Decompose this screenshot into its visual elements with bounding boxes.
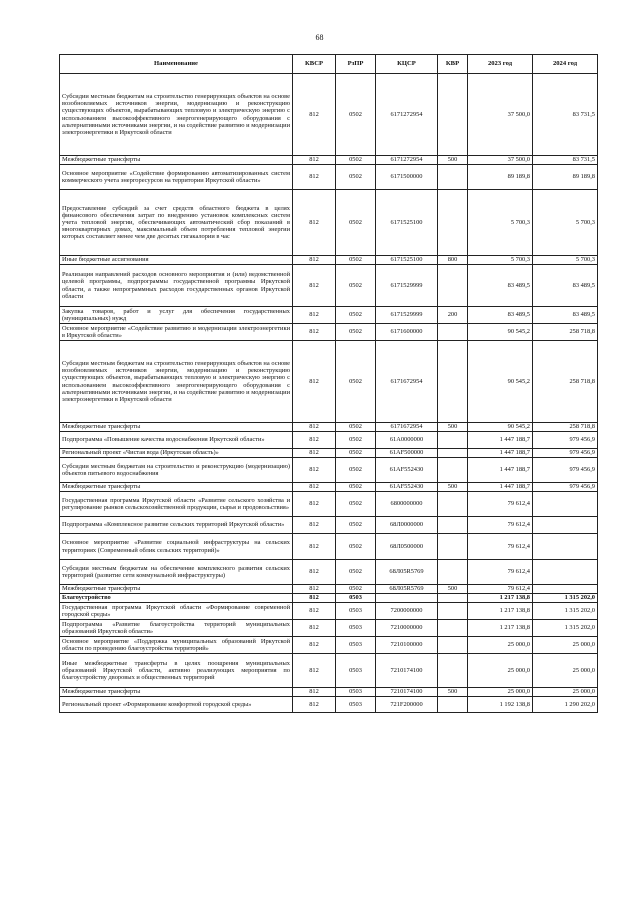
row-kcsr: 6171272954: [376, 74, 438, 156]
row-kvr: [438, 190, 468, 256]
header-kvr: КВР: [438, 55, 468, 74]
row-name: Межбюджетные трансферты: [60, 483, 293, 492]
row-kvr: [438, 432, 468, 449]
row-kvsr: 812: [293, 307, 336, 324]
row-kcsr: 68Л0500000: [376, 534, 438, 560]
row-kvr: [438, 603, 468, 620]
row-kcsr: 6800000000: [376, 492, 438, 517]
row-kvr: [438, 697, 468, 713]
row-2023: 79 612,4: [468, 517, 533, 534]
table-row: [60, 324, 598, 341]
row-2024: [533, 492, 598, 517]
row-rzpr: 0502: [336, 483, 376, 492]
row-rzpr: 0502: [336, 165, 376, 190]
row-2023: 1 447 188,7: [468, 483, 533, 492]
row-kvr: [438, 458, 468, 483]
row-rzpr: 0502: [336, 458, 376, 483]
row-kvr: [438, 324, 468, 341]
row-2023: 1 217 138,8: [468, 603, 533, 620]
row-kvsr: 812: [293, 432, 336, 449]
row-rzpr: 0502: [336, 74, 376, 156]
row-2023: 25 000,0: [468, 654, 533, 688]
row-rzpr: 0503: [336, 688, 376, 697]
row-2023: 25 000,0: [468, 637, 533, 654]
row-kvr: 800: [438, 256, 468, 265]
row-name: Субсидии местным бюджетам на строительство генерирующих объектов на основе возобновляемых источников энергии, модернизацию и реконструкцию существующих объектов, вырабатывающих тепловую и электрическую энергию с использованием высокоэффективного энергогенерирующего оборудования с альтернативными источниками энергии, и на содействие развитию и модернизации электроэнергетики в Иркутской области: [60, 341, 293, 423]
table-row: [60, 654, 598, 688]
row-2024: 1 315 202,0: [533, 594, 598, 603]
row-kcsr: 6171672954: [376, 423, 438, 432]
row-kvsr: 812: [293, 492, 336, 517]
row-rzpr: 0502: [336, 449, 376, 458]
row-2024: 979 456,9: [533, 458, 598, 483]
row-2024: 5 700,3: [533, 256, 598, 265]
row-kvr: [438, 449, 468, 458]
row-kcsr: 6171525100: [376, 190, 438, 256]
table-row: [60, 697, 598, 713]
row-rzpr: 0502: [336, 341, 376, 423]
row-name: Межбюджетные трансферты: [60, 585, 293, 594]
row-name: Подпрограмма «Комплексное развитие сельских территорий Иркутской области»: [60, 517, 293, 534]
row-2024: 258 718,8: [533, 423, 598, 432]
row-rzpr: 0502: [336, 156, 376, 165]
row-kvr: 500: [438, 423, 468, 432]
table-row: [60, 603, 598, 620]
row-kvr: [438, 534, 468, 560]
row-kvsr: 812: [293, 517, 336, 534]
row-name: Иные бюджетные ассигнования: [60, 256, 293, 265]
row-rzpr: 0503: [336, 620, 376, 637]
table-row: [60, 190, 598, 256]
row-2023: 1 447 188,7: [468, 458, 533, 483]
row-2023: 5 700,3: [468, 190, 533, 256]
row-2024: 258 718,8: [533, 324, 598, 341]
row-2024: 1 290 202,0: [533, 697, 598, 713]
row-2024: 83 731,5: [533, 74, 598, 156]
row-name: Подпрограмма «Развитие благоустройства территорий муниципальных образований Иркутской области»: [60, 620, 293, 637]
row-kvsr: 812: [293, 534, 336, 560]
table-row: [60, 688, 598, 697]
table-row: [60, 449, 598, 458]
row-kvr: 500: [438, 585, 468, 594]
row-name: Субсидии местным бюджетам на строительство и реконструкцию (модернизацию) объектов питьевого водоснабжения: [60, 458, 293, 483]
row-kcsr: 7200000000: [376, 603, 438, 620]
row-2024: 89 189,8: [533, 165, 598, 190]
row-kvr: [438, 341, 468, 423]
row-kvsr: 812: [293, 449, 336, 458]
row-kvsr: 812: [293, 165, 336, 190]
row-name: Реализация направлений расходов основного мероприятия и (или) ведомственной целевой программы, подпрограммы государственной программы Иркутской области, а также непрограммных расходов государственных органов Иркутской области: [60, 265, 293, 307]
row-2023: 25 000,0: [468, 688, 533, 697]
row-2023: 1 217 138,8: [468, 594, 533, 603]
row-rzpr: 0502: [336, 256, 376, 265]
row-kvr: [438, 654, 468, 688]
row-name: Основное мероприятие «Содействие формированию автоматизированных систем коммерческого учета энергоресурсов на территории Иркутской области»: [60, 165, 293, 190]
row-2024: 979 456,9: [533, 449, 598, 458]
row-name: Государственная программа Иркутской области «Формирование современной городской среды»: [60, 603, 293, 620]
row-2024: 25 000,0: [533, 688, 598, 697]
row-kvr: 200: [438, 307, 468, 324]
row-kvr: [438, 74, 468, 156]
table-row: [60, 432, 598, 449]
row-2024: 1 315 202,0: [533, 603, 598, 620]
row-kcsr: 7210000000: [376, 620, 438, 637]
table-row: [60, 423, 598, 432]
row-rzpr: 0503: [336, 594, 376, 603]
row-rzpr: 0502: [336, 307, 376, 324]
row-kcsr: 68Л05R5769: [376, 585, 438, 594]
row-name: Региональный проект «Формирование комфортной городской среды»: [60, 697, 293, 713]
row-2023: 37 500,0: [468, 74, 533, 156]
row-2024: 25 000,0: [533, 654, 598, 688]
table-row: [60, 156, 598, 165]
row-2024: 1 315 202,0: [533, 620, 598, 637]
row-2024: 83 489,5: [533, 265, 598, 307]
table-row: [60, 458, 598, 483]
row-name: Межбюджетные трансферты: [60, 423, 293, 432]
row-kvr: [438, 594, 468, 603]
row-2024: [533, 534, 598, 560]
row-kvsr: 812: [293, 324, 336, 341]
row-kvsr: 812: [293, 458, 336, 483]
table-row: [60, 265, 598, 307]
header-kvsr: КВСР: [293, 55, 336, 74]
table-row: [60, 585, 598, 594]
row-kcsr: 6171272954: [376, 156, 438, 165]
row-name: Региональный проект «Чистая вода (Иркутская область)»: [60, 449, 293, 458]
row-kvsr: 812: [293, 560, 336, 585]
row-kcsr: 61А0000000: [376, 432, 438, 449]
row-kcsr: 6171529999: [376, 265, 438, 307]
table-row: [60, 492, 598, 517]
row-kvr: [438, 492, 468, 517]
table-row: [60, 341, 598, 423]
row-kvsr: 812: [293, 483, 336, 492]
row-kcsr: 6171672954: [376, 341, 438, 423]
row-name: Благоустройство: [60, 594, 293, 603]
row-2023: 79 612,4: [468, 492, 533, 517]
row-2023: 5 700,3: [468, 256, 533, 265]
row-2023: 90 545,2: [468, 423, 533, 432]
row-2024: 979 456,9: [533, 483, 598, 492]
row-kvsr: 812: [293, 654, 336, 688]
row-kvr: [438, 165, 468, 190]
row-kcsr: 6171529999: [376, 307, 438, 324]
row-2023: 90 545,2: [468, 341, 533, 423]
row-2023: 83 489,5: [468, 307, 533, 324]
header-name: Наименование: [60, 55, 293, 74]
row-kvsr: 812: [293, 620, 336, 637]
table-row: [60, 165, 598, 190]
row-rzpr: 0502: [336, 560, 376, 585]
row-kvsr: 812: [293, 603, 336, 620]
row-2024: [533, 585, 598, 594]
row-2024: 83 731,5: [533, 156, 598, 165]
row-kcsr: 721F200000: [376, 697, 438, 713]
row-rzpr: 0502: [336, 492, 376, 517]
table-header-row: [60, 55, 598, 74]
row-name: Подпрограмма «Повышение качества водоснабжения Иркутской области»: [60, 432, 293, 449]
header-2024: 2024 год: [533, 55, 598, 74]
header-kcsr: КЦСР: [376, 55, 438, 74]
row-name: Иные межбюджетные трансферты в целях поощрения муниципальных образований Иркутской области, активно реализующих мероприятия по благоустройству дворовых и общественных территорий: [60, 654, 293, 688]
row-rzpr: 0502: [336, 585, 376, 594]
row-kcsr: [376, 594, 438, 603]
row-kcsr: 61АF500000: [376, 449, 438, 458]
row-name: Межбюджетные трансферты: [60, 156, 293, 165]
row-rzpr: 0503: [336, 603, 376, 620]
row-kvsr: 812: [293, 265, 336, 307]
row-2023: 1 447 188,7: [468, 432, 533, 449]
row-kcsr: 68Л0000000: [376, 517, 438, 534]
table-row: [60, 517, 598, 534]
row-name: Предоставление субсидий за счет средств областного бюджета в целях финансового обеспечения затрат по внедрению установок комплексных систем учета тепловой энергии, обеспечивающих автоматический сбор показаний в многоквартирных домах, максимальный объем потребления тепловой энергии которых составляет менее чем две десятых гигакалории в час: [60, 190, 293, 256]
row-2023: 37 500,0: [468, 156, 533, 165]
row-2024: [533, 517, 598, 534]
row-name: Субсидии местным бюджетам на обеспечение комплексного развития сельских территорий (развитие сети коммунальной инфраструктуры): [60, 560, 293, 585]
row-name: Основное мероприятие «Развитие социальной инфраструктуры на сельских территориях (Современный облик сельских территорий)»: [60, 534, 293, 560]
row-kvr: 500: [438, 688, 468, 697]
row-kvsr: 812: [293, 341, 336, 423]
row-kvsr: 812: [293, 256, 336, 265]
row-2023: 1 192 138,8: [468, 697, 533, 713]
row-kvsr: 812: [293, 585, 336, 594]
header-2023: 2023 год: [468, 55, 533, 74]
row-kcsr: 61АF552430: [376, 483, 438, 492]
table-row: [60, 307, 598, 324]
row-rzpr: 0502: [336, 324, 376, 341]
row-kvr: 500: [438, 156, 468, 165]
row-kvr: [438, 637, 468, 654]
row-kvsr: 812: [293, 190, 336, 256]
row-kvsr: 812: [293, 697, 336, 713]
table-row: [60, 74, 598, 156]
row-kvr: [438, 517, 468, 534]
row-name: Закупка товаров, работ и услуг для обеспечения государственных (муниципальных) нужд: [60, 307, 293, 324]
table-row: [60, 637, 598, 654]
row-2024: 5 700,3: [533, 190, 598, 256]
row-name: Субсидии местным бюджетам на строительство генерирующих объектов на основе возобновляемых источников энергии, модернизацию и реконструкцию существующих объектов, вырабатывающих тепловую и электрическую энергию с использованием высокоэффективного энергогенерирующего оборудования с альтернативными источниками энергии, и на содействие развитию и модернизации электроэнергетики в Иркутской области: [60, 74, 293, 156]
row-kcsr: 6171500000: [376, 165, 438, 190]
row-kvsr: 812: [293, 423, 336, 432]
row-name: Основное мероприятие «Поддержка муниципальных образований Иркутской области по проведению благоустройства территорий»: [60, 637, 293, 654]
row-2023: 83 489,5: [468, 265, 533, 307]
row-rzpr: 0502: [336, 534, 376, 560]
table-row: [60, 256, 598, 265]
row-rzpr: 0502: [336, 265, 376, 307]
budget-table: [59, 54, 598, 713]
row-kvr: [438, 265, 468, 307]
row-rzpr: 0503: [336, 654, 376, 688]
row-kvr: 500: [438, 483, 468, 492]
row-2024: [533, 560, 598, 585]
row-2023: 89 189,8: [468, 165, 533, 190]
row-2024: 979 456,9: [533, 432, 598, 449]
row-2023: 90 545,2: [468, 324, 533, 341]
row-kcsr: 7210174100: [376, 688, 438, 697]
row-2024: 25 000,0: [533, 637, 598, 654]
row-kcsr: 6171600000: [376, 324, 438, 341]
row-name: Основное мероприятие «Содействие развитию и модернизации электроэнергетики в Иркутской области»: [60, 324, 293, 341]
table-row: [60, 620, 598, 637]
row-kvr: [438, 620, 468, 637]
row-name: Межбюджетные трансферты: [60, 688, 293, 697]
page-number: 68: [315, 33, 324, 42]
table-row: [60, 594, 598, 603]
row-rzpr: 0503: [336, 637, 376, 654]
row-kcsr: 7210100000: [376, 637, 438, 654]
row-kvsr: 812: [293, 156, 336, 165]
row-2023: 1 447 188,7: [468, 449, 533, 458]
row-kvsr: 812: [293, 688, 336, 697]
row-kcsr: 61АF552430: [376, 458, 438, 483]
row-2023: 1 217 138,8: [468, 620, 533, 637]
row-2023: 79 612,4: [468, 585, 533, 594]
row-rzpr: 0502: [336, 190, 376, 256]
row-kcsr: 6171525100: [376, 256, 438, 265]
row-kvr: [438, 560, 468, 585]
row-rzpr: 0502: [336, 432, 376, 449]
table-row: [60, 534, 598, 560]
row-kcsr: 68Л05R5769: [376, 560, 438, 585]
row-rzpr: 0502: [336, 517, 376, 534]
row-kvsr: 812: [293, 74, 336, 156]
row-kvsr: 812: [293, 637, 336, 654]
row-rzpr: 0503: [336, 697, 376, 713]
row-2024: 83 489,5: [533, 307, 598, 324]
table-row: [60, 560, 598, 585]
row-kcsr: 7210174100: [376, 654, 438, 688]
header-rzpr: РзПР: [336, 55, 376, 74]
row-rzpr: 0502: [336, 423, 376, 432]
row-2024: 258 718,8: [533, 341, 598, 423]
row-kvsr: 812: [293, 594, 336, 603]
row-2023: 79 612,4: [468, 560, 533, 585]
table-row: [60, 483, 598, 492]
row-name: Государственная программа Иркутской области «Развитие сельского хозяйства и регулирование рынков сельскохозяйственной продукции, сырья и продовольствия»: [60, 492, 293, 517]
row-2023: 79 612,4: [468, 534, 533, 560]
